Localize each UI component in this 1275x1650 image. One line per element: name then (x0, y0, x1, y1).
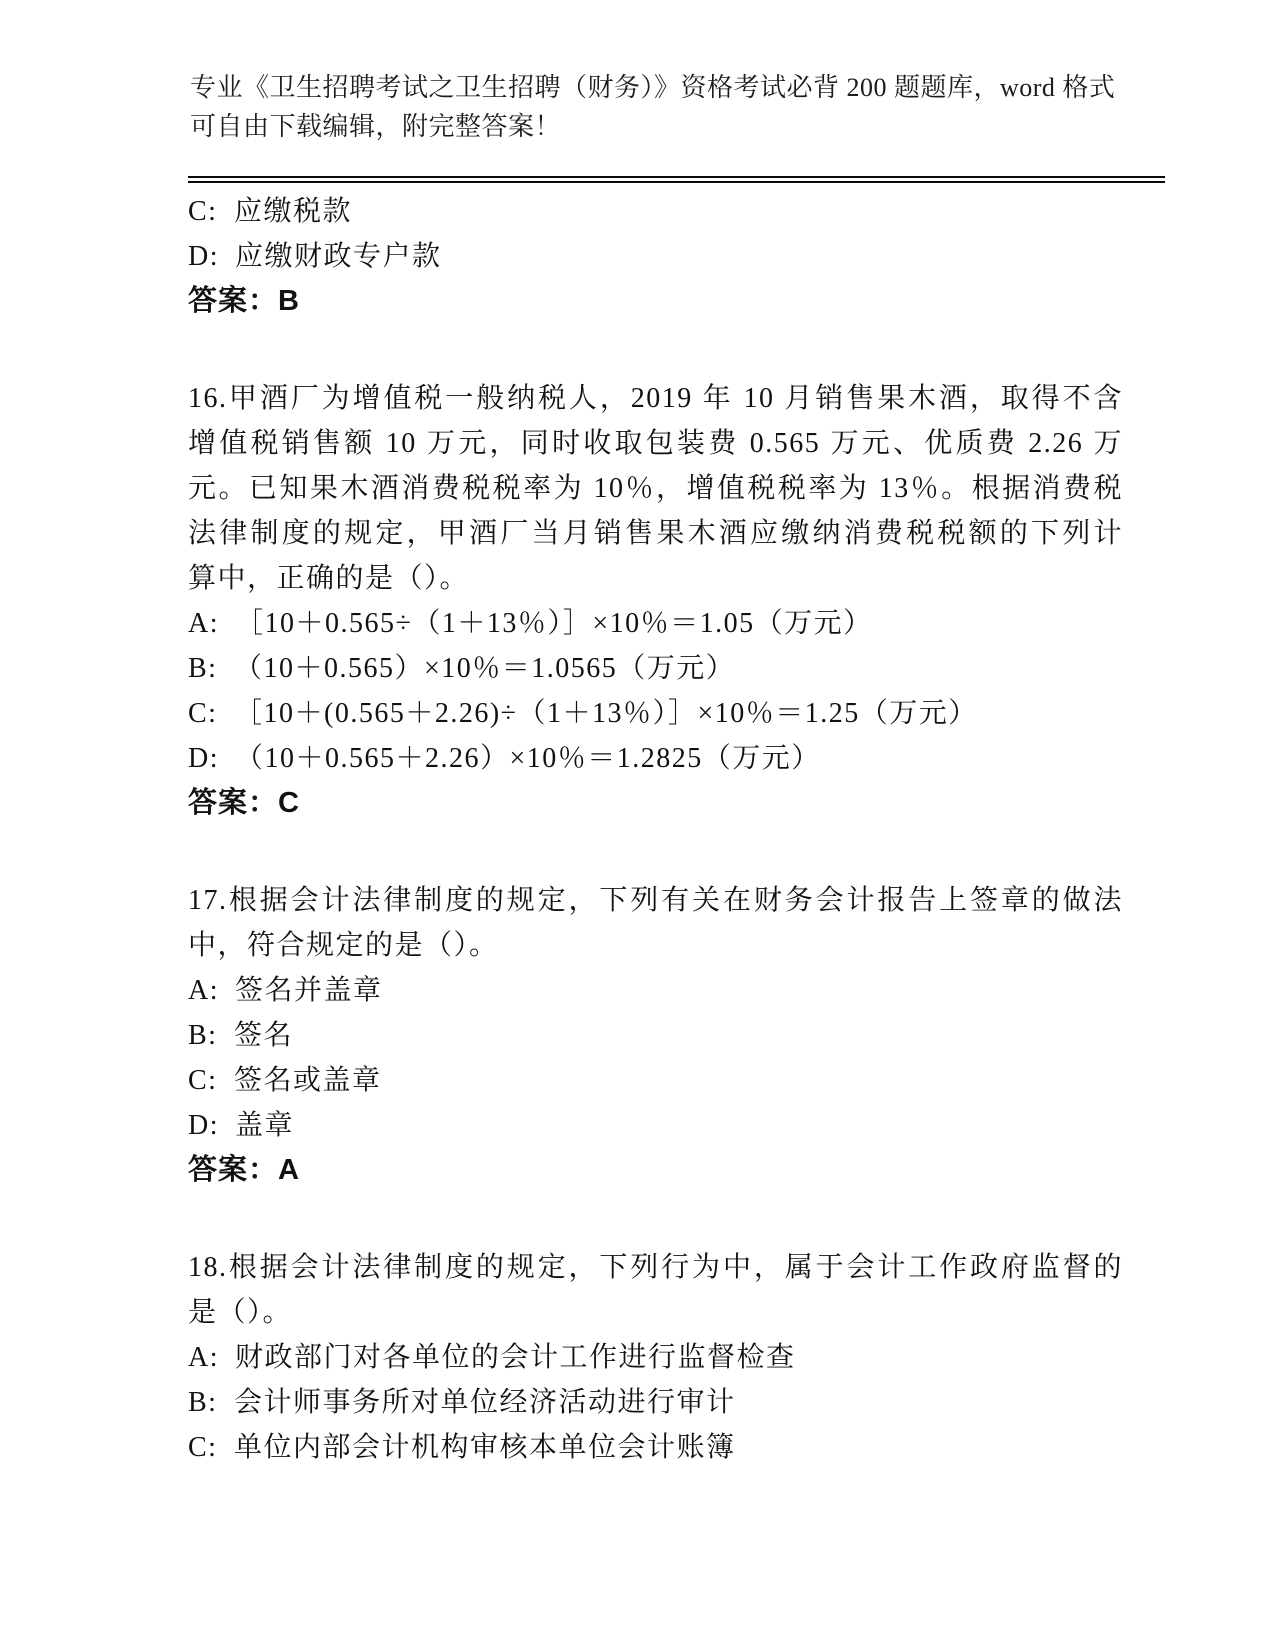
option-row (188, 1335, 1123, 1380)
answer-line: 答案：C (188, 787, 300, 819)
option-label: A: (188, 1342, 219, 1373)
option-row (188, 189, 1123, 234)
question-text-line: 18.根据会计法律制度的规定，下列行为中，属于会计工作政府监督的 (188, 1252, 1123, 1283)
option-row (188, 1380, 1123, 1425)
question-text-line: 17.根据会计法律制度的规定，下列有关在财务会计报告上签章的做法 (188, 885, 1123, 916)
question-17 (188, 878, 1123, 968)
option-text: ［10＋0.565÷（1＋13％）］×10％＝1.05（万元） (235, 608, 873, 639)
question-text-line: 法律制度的规定，甲酒厂当月销售果木酒应缴纳消费税税额的下列计 (188, 518, 1123, 549)
question-text-line: 中，符合规定的是（）。 (188, 930, 499, 961)
answer-line: 答案：A (188, 1154, 300, 1186)
answer-line: 答案：B (188, 285, 300, 317)
page-header (190, 0, 1125, 146)
option-label: C: (188, 1432, 218, 1463)
option-text: ［10＋(0.565＋2.26)÷（1＋13％）］×10％＝1.25（万元） (234, 698, 978, 729)
option-label: B: (188, 653, 218, 684)
option-row (188, 1103, 1123, 1148)
document-body (188, 183, 1123, 1470)
option-label: C: (188, 196, 218, 227)
option-text: 盖章 (235, 1110, 295, 1141)
option-text: 财政部门对各单位的会计工作进行监督检查 (235, 1342, 796, 1373)
question-16 (188, 376, 1123, 601)
option-label: A: (188, 975, 219, 1006)
option-row (188, 736, 1123, 781)
question-text-line: 16.甲酒厂为增值税一般纳税人，2019 年 10 月销售果木酒，取得不含 (188, 383, 1123, 414)
header-title-line-2: 可自由下载编辑，附完整答案！ (190, 112, 562, 141)
question-text-line: 是（）。 (188, 1297, 293, 1328)
option-text: 应缴税款 (234, 196, 353, 227)
option-text: 签名或盖章 (234, 1065, 382, 1096)
option-row (188, 968, 1123, 1013)
option-row (188, 646, 1123, 691)
option-row (188, 601, 1123, 646)
question-text-line: 元。已知果木酒消费税税率为 10％，增值税税率为 13％。根据消费税 (188, 473, 1123, 504)
option-row (188, 691, 1123, 736)
option-row (188, 1058, 1123, 1103)
header-title-line-1: 专业《卫生招聘考试之卫生招聘（财务）》资格考试必背 200 题题库，word 格式 (190, 73, 1116, 102)
option-label: C: (188, 698, 218, 729)
option-text: 签名并盖章 (235, 975, 383, 1006)
option-row (188, 1425, 1123, 1470)
option-label: A: (188, 608, 219, 639)
option-label: B: (188, 1020, 218, 1051)
option-label: D: (188, 241, 219, 272)
option-label: C: (188, 1065, 218, 1096)
question-text-line: 算中，正确的是（）。 (188, 563, 470, 594)
option-text: 应缴财政专户款 (235, 241, 442, 272)
question-text-line: 增值税销售额 10 万元，同时收取包装费 0.565 万元、优质费 2.26 万 (188, 428, 1123, 459)
question-18 (188, 1245, 1123, 1335)
option-row (188, 234, 1123, 279)
option-label: D: (188, 1110, 219, 1141)
option-text: （10＋0.565）×10％＝1.0565（万元） (234, 653, 736, 684)
option-text: 签名 (234, 1020, 294, 1051)
option-text: 会计师事务所对单位经济活动进行审计 (234, 1387, 736, 1418)
option-label: B: (188, 1387, 218, 1418)
option-text: （10＋0.565＋2.26）×10％＝1.2825（万元） (235, 743, 821, 774)
header-divider (188, 176, 1165, 183)
option-row (188, 1013, 1123, 1058)
option-label: D: (188, 743, 219, 774)
option-text: 单位内部会计机构审核本单位会计账簿 (234, 1432, 736, 1463)
